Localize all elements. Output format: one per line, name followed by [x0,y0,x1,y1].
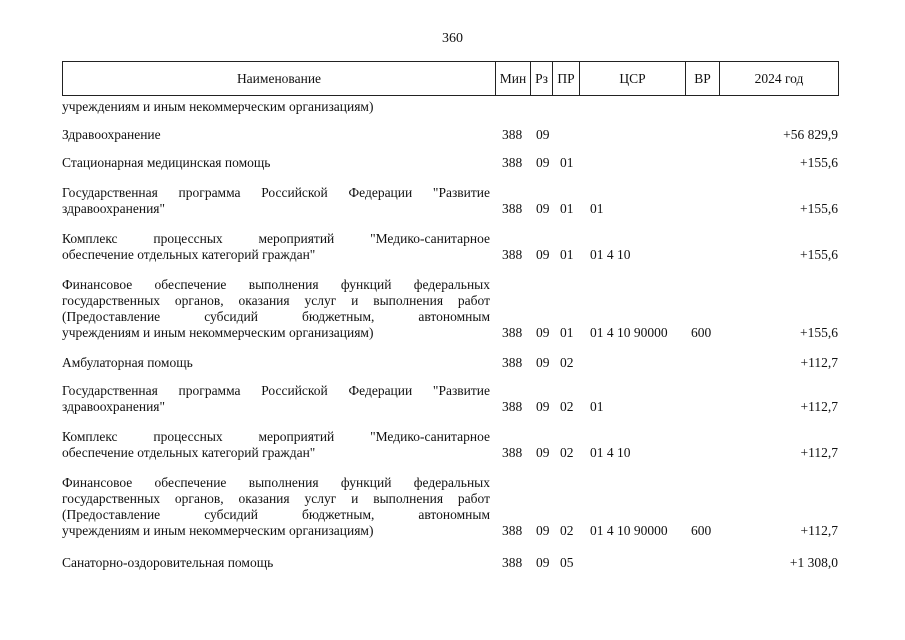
cell-pr: 02 [560,523,574,538]
cell-sum: +112,7 [800,399,838,414]
row-name [62,355,490,371]
cell-pr: 01 [560,325,574,340]
cell-rz: 09 [536,555,550,570]
row-name [62,475,490,539]
cell-min: 388 [502,523,523,538]
cell-sum: +155,6 [800,155,838,170]
cell-csr: 01 [590,399,604,414]
row-name [62,429,490,461]
row-name-line: Финансовое обеспечение выполнения функций федеральных [62,277,490,292]
table-header [62,61,839,96]
cell-sum: +155,6 [800,325,838,340]
cell-rz: 09 [536,523,550,538]
row-name-line: Амбулаторная помощь [62,355,193,370]
page-number: 360 [442,31,463,46]
header-pr: ПР [552,62,579,95]
cell-min: 388 [502,155,523,170]
row-name-line: Здравоохранение [62,127,161,142]
cell-min: 388 [502,355,523,370]
row-name-line: учреждениям и иным некоммерческим организациям) [62,523,374,538]
cell-csr: 01 4 10 [590,445,631,460]
header-vr: ВР [685,62,719,95]
row-name [62,127,490,143]
cell-sum: +56 829,9 [783,127,838,142]
cell-min: 388 [502,127,523,142]
cell-pr: 05 [560,555,574,570]
row-name [62,383,490,415]
row-name-line: (Предоставление субсидий бюджетным, автономным [62,507,490,522]
cell-min: 388 [502,247,523,262]
cell-csr: 01 4 10 [590,247,631,262]
row-name-line: Государственная программа Российской Федерации "Развитие [62,383,490,398]
cell-rz: 09 [536,325,550,340]
row-name [62,155,490,171]
cell-pr: 02 [560,355,574,370]
row-name-line: Санаторно-оздоровительная помощь [62,555,274,570]
cell-vr: 600 [691,325,712,340]
cell-min: 388 [502,555,523,570]
cell-rz: 09 [536,127,550,142]
row-name [62,99,490,115]
cell-rz: 09 [536,247,550,262]
row-name-line: Государственная программа Российской Федерации "Развитие [62,185,490,200]
cell-pr: 01 [560,247,574,262]
cell-sum: +112,7 [800,445,838,460]
cell-pr: 02 [560,399,574,414]
row-name [62,277,490,341]
cell-csr: 01 4 10 90000 [590,325,668,340]
row-name-line: государственных органов, оказания услуг и выполнения работ [62,293,490,308]
row-name-line: обеспечение отдельных категорий граждан" [62,445,316,460]
cell-csr: 01 4 10 90000 [590,523,668,538]
row-name-line: здравоохранения" [62,399,166,414]
cell-vr: 600 [691,523,712,538]
cell-rz: 09 [536,445,550,460]
row-name-line: государственных органов, оказания услуг и выполнения работ [62,491,490,506]
cell-sum: +112,7 [800,355,838,370]
cell-pr: 01 [560,201,574,216]
cell-min: 388 [502,399,523,414]
row-name-line: Стационарная медицинская помощь [62,155,271,170]
row-name-line: учреждениям и иным некоммерческим организациям) [62,99,374,114]
cell-min: 388 [502,445,523,460]
row-name-line: учреждениям и иным некоммерческим организациям) [62,325,374,340]
row-name-line: (Предоставление субсидий бюджетным, автономным [62,309,490,324]
row-name [62,231,490,263]
cell-sum: +1 308,0 [789,555,838,570]
cell-csr: 01 [590,201,604,216]
header-rz: Рз [530,62,552,95]
cell-sum: +112,7 [800,523,838,538]
cell-sum: +155,6 [800,201,838,216]
header-csr: ЦСР [579,62,685,95]
cell-rz: 09 [536,155,550,170]
row-name-line: Комплекс процессных мероприятий "Медико-санитарное [62,231,490,246]
row-name [62,185,490,217]
cell-min: 388 [502,325,523,340]
row-name-line: Финансовое обеспечение выполнения функций федеральных [62,475,490,490]
row-name-line: Комплекс процессных мероприятий "Медико-санитарное [62,429,490,444]
cell-rz: 09 [536,355,550,370]
cell-pr: 02 [560,445,574,460]
header-name: Наименование [236,70,322,86]
cell-min: 388 [502,201,523,216]
row-name-line: здравоохранения" [62,201,166,216]
header-year: 2024 год [719,62,838,95]
row-name [62,555,490,571]
cell-pr: 01 [560,155,574,170]
row-name-line: обеспечение отдельных категорий граждан" [62,247,316,262]
cell-sum: +155,6 [800,247,838,262]
cell-rz: 09 [536,201,550,216]
header-min: Мин [495,62,530,95]
cell-rz: 09 [536,399,550,414]
